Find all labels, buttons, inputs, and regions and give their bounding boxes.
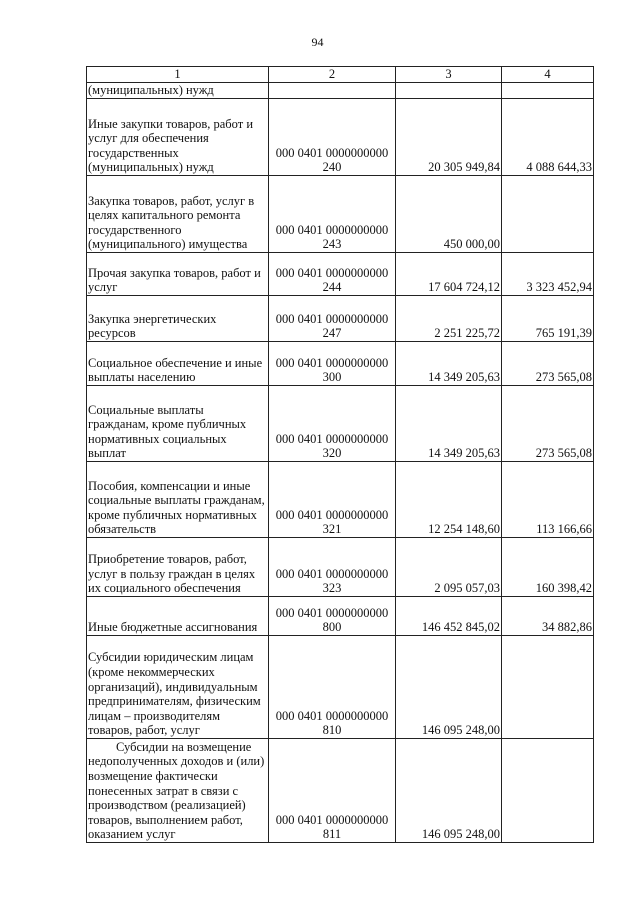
row-name: Социальные выплаты гражданам, кроме публичных нормативных социальных выплат: [87, 386, 269, 462]
row-amount-fact: 113 166,66: [502, 462, 594, 538]
row-code: 000 0401 0000000000 800: [269, 597, 396, 636]
row-code: 000 0401 0000000000 247: [269, 296, 396, 342]
row-code: 000 0401 0000000000 240: [269, 99, 396, 176]
row-amount-plan: 450 000,00: [396, 176, 502, 253]
row-amount-fact: 34 882,86: [502, 597, 594, 636]
row-name: Иные закупки товаров, работ и услуг для обеспечения государственных (муниципальных) нужд: [87, 99, 269, 176]
table-row: [87, 462, 594, 538]
row-amount-plan: 12 254 148,60: [396, 462, 502, 538]
column-header: 1: [87, 67, 269, 83]
row-name: Иные бюджетные ассигнования: [87, 597, 269, 636]
row-amount-plan: 14 349 205,63: [396, 386, 502, 462]
column-header: 4: [502, 67, 594, 83]
row-name: Пособия, компенсации и иные социальные выплаты гражданам, кроме публичных нормативных обязательств: [87, 462, 269, 538]
header-row: [87, 67, 594, 83]
row-code: 000 0401 0000000000 321: [269, 462, 396, 538]
table-row: [87, 253, 594, 296]
row-amount-plan: 146 452 845,02: [396, 597, 502, 636]
row-amount-fact: 3 323 452,94: [502, 253, 594, 296]
row-code: 000 0401 0000000000 320: [269, 386, 396, 462]
table-row: [87, 538, 594, 597]
row-amount-plan: 17 604 724,12: [396, 253, 502, 296]
row-amount-fact: [502, 739, 594, 843]
row-amount-fact: [502, 176, 594, 253]
column-header: 2: [269, 67, 396, 83]
row-name: Социальное обеспечение и иные выплаты населению: [87, 342, 269, 386]
table-row: [87, 386, 594, 462]
page-number: 94: [311, 35, 324, 49]
row-amount-plan: 2 095 057,03: [396, 538, 502, 597]
row-code: [269, 83, 396, 99]
row-amount-fact: 765 191,39: [502, 296, 594, 342]
table-row: [87, 636, 594, 739]
row-name: (муниципальных) нужд: [87, 83, 269, 99]
row-name: Приобретение товаров, работ, услуг в пользу граждан в целях их социального обеспечения: [87, 538, 269, 597]
table-row: [87, 739, 594, 843]
table-row: [87, 99, 594, 176]
table-row: [87, 296, 594, 342]
row-amount-plan: 14 349 205,63: [396, 342, 502, 386]
budget-table: [86, 66, 594, 843]
row-name: Субсидии на возмещение недополученных доходов и (или) возмещение фактически понесенных затрат в связи с производством (реализацией) товаров, выполнением работ, оказанием услуг: [87, 739, 269, 843]
row-amount-fact: 160 398,42: [502, 538, 594, 597]
row-code: 000 0401 0000000000 810: [269, 636, 396, 739]
row-code: 000 0401 0000000000 244: [269, 253, 396, 296]
table-row: [87, 83, 594, 99]
row-name: Закупка товаров, работ, услуг в целях капитального ремонта государственного (муниципального) имущества: [87, 176, 269, 253]
row-amount-plan: 20 305 949,84: [396, 99, 502, 176]
column-header: 3: [396, 67, 502, 83]
row-amount-fact: [502, 83, 594, 99]
row-amount-fact: 4 088 644,33: [502, 99, 594, 176]
row-amount-plan: 2 251 225,72: [396, 296, 502, 342]
row-name: Закупка энергетических ресурсов: [87, 296, 269, 342]
row-code: 000 0401 0000000000 300: [269, 342, 396, 386]
row-amount-fact: 273 565,08: [502, 342, 594, 386]
table-row: [87, 597, 594, 636]
row-code: 000 0401 0000000000 323: [269, 538, 396, 597]
row-amount-plan: [396, 83, 502, 99]
table-row: [87, 342, 594, 386]
row-name: Прочая закупка товаров, работ и услуг: [87, 253, 269, 296]
row-code: 000 0401 0000000000 243: [269, 176, 396, 253]
table-row: [87, 176, 594, 253]
row-amount-plan: 146 095 248,00: [396, 739, 502, 843]
row-amount-plan: 146 095 248,00: [396, 636, 502, 739]
row-name: Субсидии юридическим лицам (кроме некоммерческих организаций), индивидуальным предпринимателям, физическим лицам – производителям товаров, работ, услуг: [87, 636, 269, 739]
row-code: 000 0401 0000000000 811: [269, 739, 396, 843]
row-amount-fact: [502, 636, 594, 739]
row-amount-fact: 273 565,08: [502, 386, 594, 462]
